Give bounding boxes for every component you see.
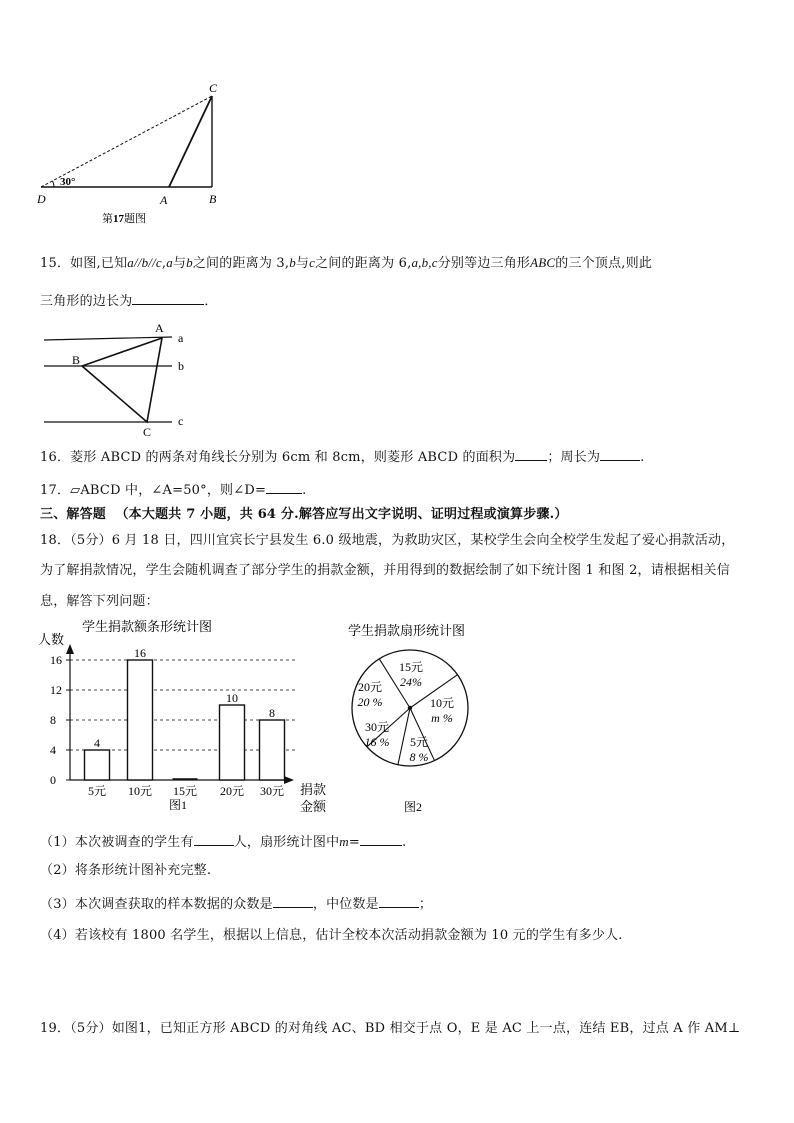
category-label: 5元: [87, 784, 107, 798]
point-b-label: B: [72, 353, 81, 367]
vertex-c-label: C: [209, 81, 218, 95]
section3-heading: 三、解答题 （本大题共 7 小题，共 64 分.解答应写出文字说明、证明过程或演算步骤.）: [40, 507, 568, 522]
angle-arc: [53, 181, 55, 187]
line-b-label: b: [178, 359, 184, 373]
q18-line1: 18．（5分）6 月 18 日，四川宜宾长宁县发生 6.0 级地震，为救助灾区，某校学生会向全校学生发起了爱心捐款活动，: [40, 533, 735, 548]
bar: [85, 750, 110, 780]
segment-ac: [169, 96, 212, 187]
slice-label: 20元: [357, 680, 383, 694]
q15-line2: 三角形的边长为 ．: [40, 294, 218, 309]
slice-label: 10元: [429, 696, 455, 710]
category-label: 30元: [259, 784, 285, 798]
category-label: 10元: [127, 784, 153, 798]
slice-value-label: 8 %: [409, 750, 429, 764]
bar-chart: [30, 614, 340, 824]
pie-chart-title: 学生捐款扇形统计图: [348, 623, 466, 638]
bar-value-label: 8: [269, 706, 275, 720]
students-count-blank[interactable]: [194, 833, 234, 846]
line-a-label: a: [178, 331, 184, 345]
m-value-blank[interactable]: [360, 833, 402, 846]
bar: [220, 705, 245, 780]
bar-value-label: 4: [94, 736, 100, 750]
category-label: 15元: [172, 784, 198, 798]
x-axis-label-line2: 金额: [300, 799, 327, 814]
figure-caption: 第17题图: [102, 213, 146, 225]
bar: [260, 720, 285, 780]
q18-sub4: （4）若该校有 1800 名学生，根据以上信息，估计全校本次活动捐款金额为 10 元的学生有多少人.: [40, 928, 623, 943]
q17-line: 17．▱ABCD 中，∠A=50°，则∠D= .: [40, 483, 307, 498]
vertex-d-label: D: [37, 192, 46, 206]
q18-sub2: （2）将条形统计图补充完整.: [40, 863, 212, 878]
slice-value-label: 16 %: [364, 735, 390, 749]
vertex-b-label: B: [209, 192, 217, 206]
figure-q17: [30, 78, 240, 230]
perimeter-blank[interactable]: [600, 448, 640, 461]
triangle-abc: [82, 338, 162, 422]
y-tick-label: 8: [50, 713, 56, 727]
angle-label: 30°: [60, 176, 76, 188]
slice-value-label: m %: [431, 711, 453, 725]
slice-value-label: 20 %: [357, 695, 383, 709]
q18-sub1: （1）本次被调查的学生有 人，扇形统计图中m= .: [40, 834, 407, 850]
y-axis-arrow: [66, 644, 74, 654]
segment-dc-dashed: [41, 96, 212, 187]
slice-label: 5元: [409, 735, 429, 749]
angle-d-blank[interactable]: [266, 481, 302, 494]
x-axis-label-line1: 捐款: [300, 782, 327, 797]
line-a: [44, 337, 172, 340]
pie-center: [408, 706, 412, 710]
q19-line1: 19．（5分）如图1，已知正方形 ABCD 的对角线 AC、BD 相交于点 O，E 是 AC 上一点，连结 EB，过点 A 作 AM⊥: [40, 1021, 741, 1036]
y-tick-label: 12: [50, 683, 62, 697]
slice-value-label: 24%: [400, 675, 422, 689]
line-c-label: c: [178, 414, 184, 428]
bar-chart-caption: 图1: [169, 798, 188, 812]
pie-chart-caption: 图2: [404, 800, 423, 814]
slice-label: 15元: [398, 660, 424, 674]
y-tick-label: 0: [50, 773, 56, 787]
bar-value-label: 16: [134, 646, 146, 660]
x-axis-arrow: [284, 776, 294, 784]
q15-line1: 15．如图,已知a//b//c,a与b之间的距离为 3,b与c之间的距离为 6,a,b,c分别等边三角形ABC的三个顶点,则此: [40, 255, 653, 271]
point-a-label: A: [155, 321, 164, 335]
y-tick-label: 4: [50, 743, 56, 757]
q18-line3: 息，解答下列问题：: [40, 594, 159, 609]
q18-line2: 为了解捐款情况，学生会随机调查了部分学生的捐款金额，并用得到的数据绘制了如下统计图 1 和图 2，请根据相关信: [40, 563, 730, 578]
point-c-label: C: [143, 425, 152, 439]
y-axis-label: 人数: [38, 632, 65, 647]
mode-blank[interactable]: [273, 895, 313, 908]
bar: [128, 660, 153, 780]
vertex-a-label: A: [160, 193, 168, 207]
figure-q15: [40, 318, 200, 440]
bar-chart-title: 学生捐款额条形统计图: [82, 619, 213, 634]
median-blank[interactable]: [379, 895, 419, 908]
area-blank[interactable]: [515, 448, 547, 461]
bar-value-label: 10: [226, 691, 238, 705]
answer-blank[interactable]: [132, 292, 204, 305]
y-tick-label: 16: [50, 653, 62, 667]
q16-line: 16．菱形 ABCD 的两条对角线长分别为 6cm 和 8cm，则菱形 ABCD 的面积为 ；周长为 .: [40, 450, 645, 465]
q18-sub3: （3）本次调查获取的样本数据的众数是 ，中位数是 ；: [40, 897, 433, 912]
pie-chart: [340, 614, 490, 824]
category-label: 20元: [219, 784, 245, 798]
slice-label: 30元: [364, 720, 390, 734]
